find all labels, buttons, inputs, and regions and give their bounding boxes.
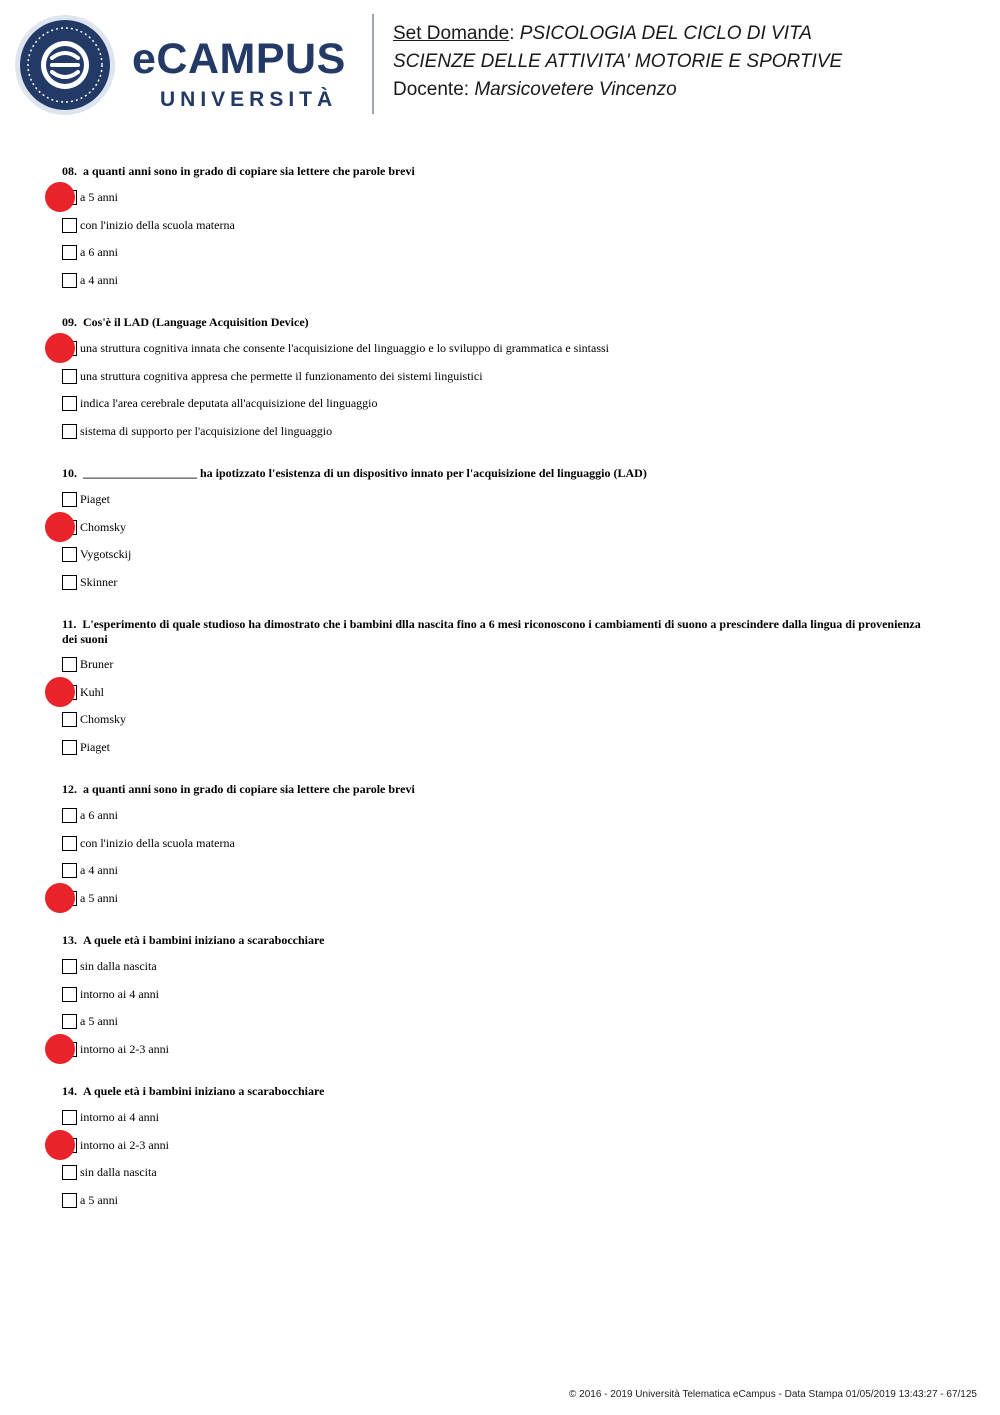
answer-checkbox[interactable] — [62, 1014, 77, 1029]
answer-label: a 4 anni — [80, 273, 118, 287]
brand-subtitle: UNIVERSITÀ — [160, 88, 338, 111]
answer-checkbox[interactable] — [62, 1193, 77, 1208]
answer-label: a 4 anni — [80, 863, 118, 877]
answer-checkbox[interactable] — [62, 987, 77, 1002]
answer-checkbox[interactable] — [62, 369, 77, 384]
answer-label: sin dalla nascita — [80, 1165, 157, 1179]
header-divider — [372, 14, 374, 114]
correct-answer-marker — [45, 1130, 75, 1160]
answer-label: intorno ai 2-3 anni — [80, 1042, 169, 1056]
answer-label: una struttura cognitiva appresa che permette il funzionamento dei sistemi linguistici — [80, 369, 483, 383]
answer-label: intorno ai 2-3 anni — [80, 1138, 169, 1152]
university-seal-logo — [14, 14, 116, 116]
answer-label: a 5 anni — [80, 891, 118, 905]
answer-checkbox[interactable] — [62, 396, 77, 411]
answer-checkbox[interactable] — [62, 712, 77, 727]
answer-label: sin dalla nascita — [80, 959, 157, 973]
page-footer: © 2016 - 2019 Università Telematica eCampus - Data Stampa 01/05/2019 13:43:27 - 67/125 — [569, 1389, 977, 1400]
correct-answer-marker — [45, 333, 75, 363]
answer-label: a 5 anni — [80, 1193, 118, 1207]
question-title — [62, 1084, 932, 1099]
answer-checkbox[interactable] — [62, 657, 77, 672]
teacher-label: Docente: — [393, 79, 470, 100]
answer-label: con l'inizio della scuola materna — [80, 218, 235, 232]
answer-checkbox[interactable] — [62, 575, 77, 590]
question-text: a quanti anni sono in grado di copiare sia lettere che parole brevi — [83, 782, 415, 796]
answer-label: Piaget — [80, 492, 110, 506]
question-text: A quele età i bambini iniziano a scarabocchiare — [83, 933, 325, 947]
brand-wordmark: eCAMPUS — [132, 35, 346, 83]
answer-checkbox[interactable] — [62, 1165, 77, 1180]
question-text: A quele età i bambini iniziano a scarabocchiare — [83, 1084, 325, 1098]
question-number: 09. — [62, 315, 77, 329]
correct-answer-marker — [45, 1034, 75, 1064]
answer-label: a 5 anni — [80, 1014, 118, 1028]
teacher-line — [393, 76, 842, 104]
answer-label: intorno ai 4 anni — [80, 987, 159, 1001]
correct-answer-marker — [45, 883, 75, 913]
answer-checkbox[interactable] — [62, 424, 77, 439]
correct-answer-marker — [45, 512, 75, 542]
question-title — [62, 933, 932, 948]
answer-checkbox[interactable] — [62, 273, 77, 288]
answer-label: indica l'area cerebrale deputata all'acquisizione del linguaggio — [80, 396, 378, 410]
answer-label: Vygotsckij — [80, 547, 132, 561]
question-title — [62, 782, 932, 797]
question-title — [62, 164, 932, 179]
answer-checkbox[interactable] — [62, 740, 77, 755]
question-text: Cos'è il LAD (Language Acquisition Device) — [83, 315, 309, 329]
question-number: 10. — [62, 466, 77, 480]
question-title — [62, 315, 932, 330]
correct-answer-marker — [45, 182, 75, 212]
answer-label: sistema di supporto per l'acquisizione del linguaggio — [80, 424, 333, 438]
answer-label: Skinner — [80, 575, 118, 589]
answer-label: Kuhl — [80, 685, 104, 699]
correct-answer-marker — [45, 677, 75, 707]
question-number: 11. — [62, 617, 77, 631]
header-info — [393, 20, 842, 104]
question-text: a quanti anni sono in grado di copiare sia lettere che parole brevi — [83, 164, 415, 178]
set-label: Set Domande — [393, 23, 510, 44]
question-title — [62, 617, 932, 647]
answer-checkbox[interactable] — [62, 245, 77, 260]
answer-checkbox[interactable] — [62, 959, 77, 974]
question-number: 13. — [62, 933, 77, 947]
answer-label: Chomsky — [80, 712, 127, 726]
answer-label: intorno ai 4 anni — [80, 1110, 159, 1124]
answer-label: Chomsky — [80, 520, 127, 534]
answer-label: a 5 anni — [80, 190, 118, 204]
set-separator: : — [509, 23, 515, 44]
question-title — [62, 466, 932, 481]
teacher-name: Marsicovetere Vincenzo — [474, 79, 677, 100]
answer-label: Bruner — [80, 657, 114, 671]
answer-checkbox[interactable] — [62, 218, 77, 233]
question-number: 08. — [62, 164, 77, 178]
course-name: PSICOLOGIA DEL CICLO DI VITA — [519, 23, 812, 44]
question-number: 12. — [62, 782, 77, 796]
course-line — [393, 20, 842, 48]
answer-label: una struttura cognitiva innata che consente l'acquisizione del linguaggio e lo sviluppo di grammatica e sintassi — [80, 341, 610, 355]
answer-label: con l'inizio della scuola materna — [80, 836, 235, 850]
question-number: 14. — [62, 1084, 77, 1098]
answer-checkbox[interactable] — [62, 547, 77, 562]
answer-label: Piaget — [80, 740, 110, 754]
answer-label: a 6 anni — [80, 245, 118, 259]
answer-checkbox[interactable] — [62, 863, 77, 878]
question-text: L'esperimento di quale studioso ha dimostrato che i bambini dlla nascita fino a 6 mesi riconoscono i cambiamenti di suono a prescindere dalla lingua di provenienza dei suoni — [62, 617, 921, 646]
answer-checkbox[interactable] — [62, 1110, 77, 1125]
answer-checkbox[interactable] — [62, 836, 77, 851]
degree-line — [393, 48, 842, 76]
answer-checkbox[interactable] — [62, 808, 77, 823]
question-text: ___________________ ha ipotizzato l'esistenza di un dispositivo innato per l'acquisizione del linguaggio (LAD) — [83, 466, 647, 480]
degree-name: SCIENZE DELLE ATTIVITA' MOTORIE E SPORTIVE — [393, 51, 843, 72]
answer-checkbox[interactable] — [62, 492, 77, 507]
answer-label: a 6 anni — [80, 808, 118, 822]
